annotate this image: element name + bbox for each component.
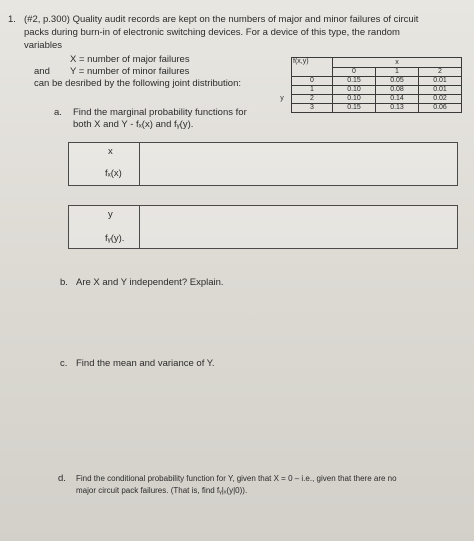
box-y-variable: y [108, 209, 113, 220]
problem-text-line-3: variables [24, 40, 63, 51]
part-c-letter: c. [60, 358, 68, 369]
answer-box-y[interactable] [68, 205, 458, 249]
table-cell: 0.01 [419, 86, 462, 95]
table-cell: 0.06 [419, 104, 462, 113]
problem-number: 1. [8, 14, 16, 25]
table-row [273, 104, 462, 113]
y-value: 0 [292, 77, 333, 86]
x-definition: X = number of major failures [70, 54, 190, 65]
part-c-text: Find the mean and variance of Y. [76, 358, 215, 369]
distribution-text: can be desribed by the following joint distribution: [34, 78, 242, 89]
table-cell: 0.13 [376, 104, 419, 113]
and-word: and [34, 66, 50, 77]
table-row [273, 77, 462, 86]
y-value: 2 [292, 95, 333, 104]
table-cell: 0.15 [333, 77, 376, 86]
table-cell: 0.14 [376, 95, 419, 104]
table-cell: 0.08 [376, 86, 419, 95]
table-cell: 0.10 [333, 95, 376, 104]
x-value: 0 [333, 68, 376, 77]
problem-text-line-2: packs during burn-in of electronic switching devices. For a device of this type, the random [24, 27, 400, 38]
joint-distribution-table [273, 57, 462, 113]
y-value: 1 [292, 86, 333, 95]
part-d-letter: d. [58, 473, 66, 484]
table-cell: 0.05 [376, 77, 419, 86]
x-value: 1 [376, 68, 419, 77]
table-cell: 0.01 [419, 77, 462, 86]
box-x-function: fₓ(x) [105, 168, 122, 179]
table-row [273, 86, 462, 95]
box-y-function: fᵧ(y). [105, 233, 125, 244]
box-x-variable: x [108, 146, 113, 157]
part-a-line-2: both X and Y - fₓ(x) and fᵧ(y). [73, 119, 194, 130]
table-row [273, 95, 462, 104]
part-d-line-1: Find the conditional probability function for Y, given that X = 0 – i.e., given that there are no [76, 474, 397, 483]
answer-box-x[interactable] [68, 142, 458, 186]
table-corner-label: f(x,y) [292, 58, 333, 77]
table-header-row [273, 58, 462, 68]
table-cell: 0.15 [333, 104, 376, 113]
part-b-text: Are X and Y independent? Explain. [76, 277, 224, 288]
x-axis-label: x [333, 58, 462, 68]
y-value: 3 [292, 104, 333, 113]
part-b-letter: b. [60, 277, 68, 288]
y-definition: Y = number of minor failures [70, 66, 190, 77]
part-d-line-2: major circuit pack failures. (That is, find fᵧ|ₓ(y|0)). [76, 486, 248, 495]
problem-text-line-1: (#2, p.300) Quality audit records are kept on the numbers of major and minor failures of circuit [24, 14, 419, 25]
y-axis-label: y [280, 95, 284, 102]
part-a-line-1: Find the marginal probability functions for [73, 107, 247, 118]
x-value: 2 [419, 68, 462, 77]
table-cell: 0.10 [333, 86, 376, 95]
table-cell: 0.02 [419, 95, 462, 104]
part-a-letter: a. [54, 107, 62, 118]
